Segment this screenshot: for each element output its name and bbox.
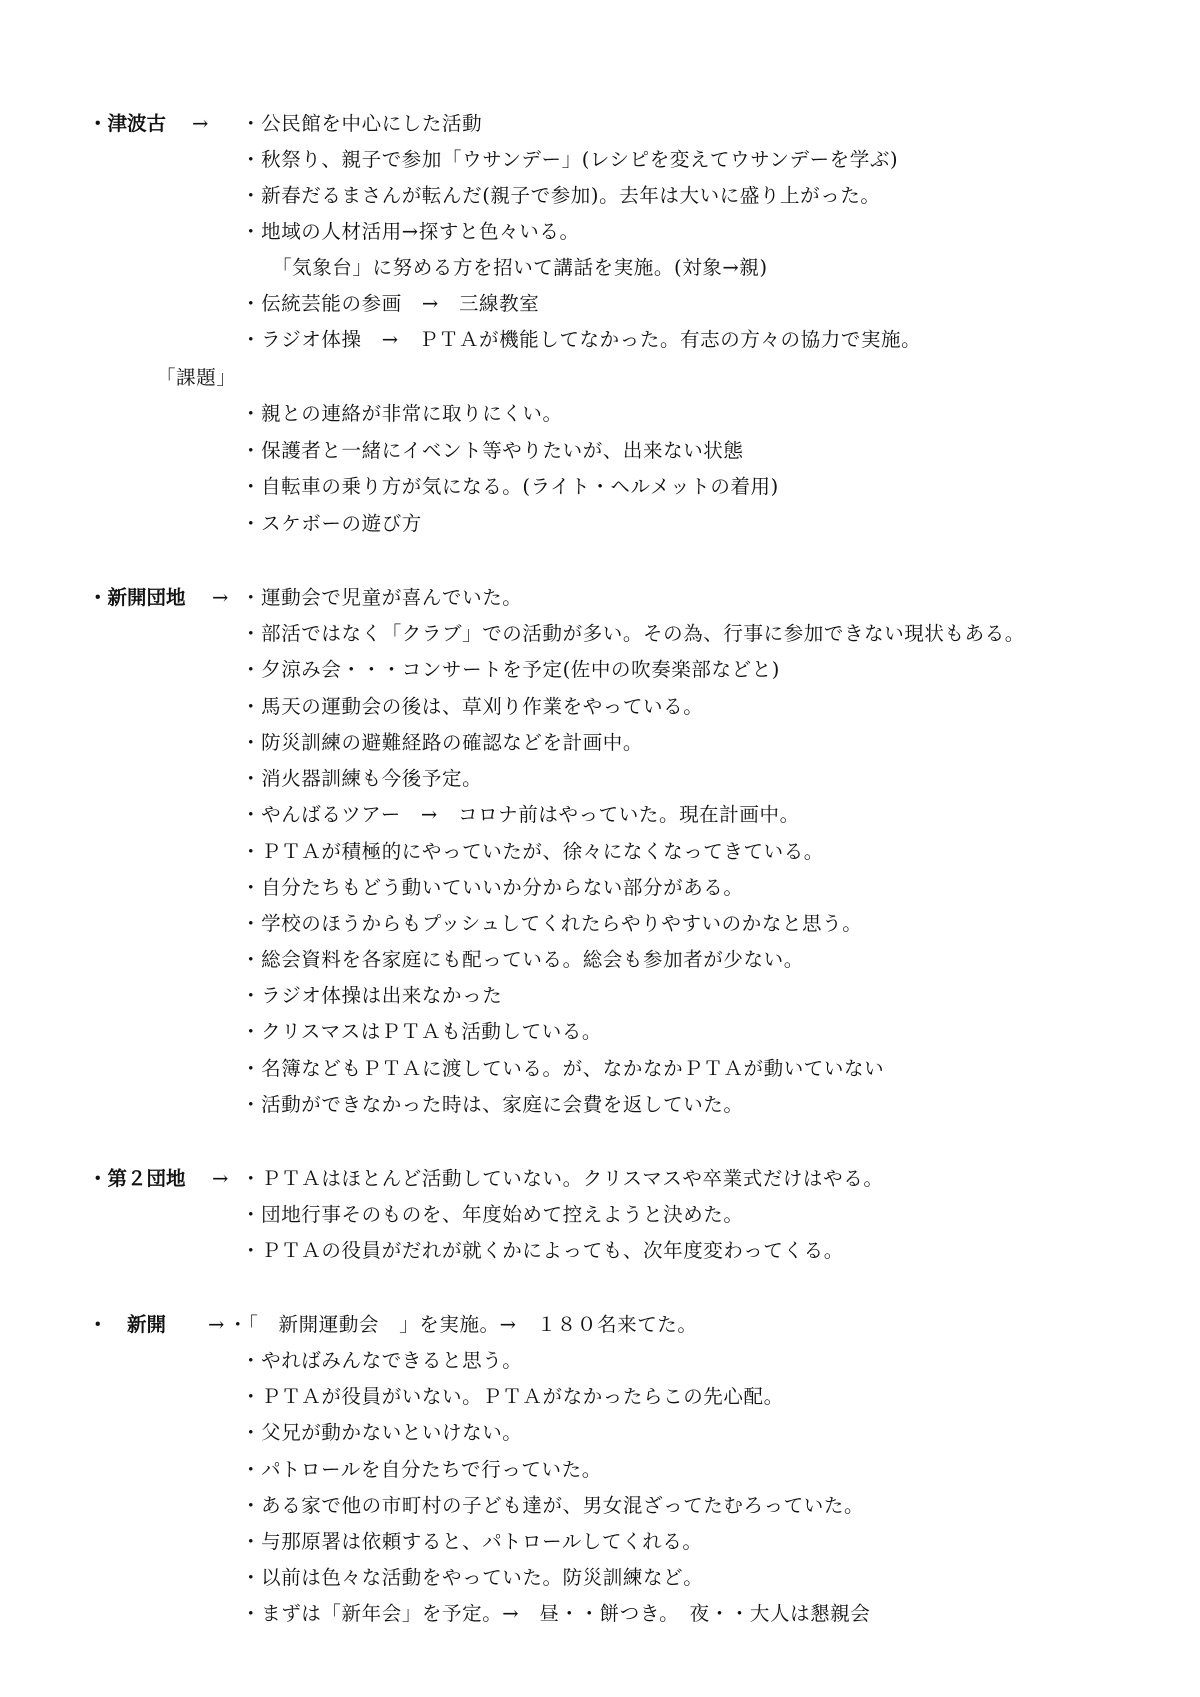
list-item: ・部活ではなく「クラブ」での活動が多い。その為、行事に参加できない現状もある。	[241, 622, 1025, 645]
list-item: ・やればみんなできると思う。	[241, 1349, 523, 1372]
list-item: ・自分たちもどう動いていいか分からない部分がある。	[241, 876, 744, 899]
list-item: ・伝統芸能の参画 → 三線教室	[241, 292, 540, 315]
list-item: ・ＰＴＡが積極的にやっていたが、徐々になくなってきている。	[241, 840, 824, 863]
list-item: ・ＰＴＡはほとんど活動していない。クリスマスや卒業式だけはやる。	[241, 1167, 884, 1190]
list-item: ・まずは「新年会」を予定。→ 昼・・餅つき。 夜・・大人は懇親会	[241, 1602, 871, 1625]
list-item: ・ＰＴＡの役員がだれが就くかによっても、次年度変わってくる。	[241, 1239, 844, 1262]
arrow-icon: →	[192, 112, 209, 135]
arrow-icon: →	[212, 586, 229, 609]
arrow-icon: →	[212, 1167, 229, 1190]
arrow-icon: →	[208, 1313, 225, 1336]
list-item: ・パトロールを自分たちで行っていた。	[241, 1458, 602, 1481]
list-item: ・以前は色々な活動をやっていた。防災訓練など。	[241, 1566, 704, 1589]
list-item: ・ラジオ体操 → ＰＴＡが機能してなかった。有志の方々の協力で実施。	[241, 328, 922, 351]
list-item: ・「 新開運動会 」を実施。→ １８０名来てた。	[228, 1313, 698, 1336]
list-item: ・新春だるまさんが転んだ(親子で参加)。去年は大いに盛り上がった。	[241, 184, 881, 207]
list-item: ・保護者と一緒にイベント等やりたいが、出来ない状態	[241, 439, 744, 462]
issues-subheading: 「課題」	[156, 366, 237, 389]
list-item: ・夕涼み会・・・コンサートを予定(佐中の吹奏楽部などと)	[241, 658, 781, 681]
section-heading: ・ 新開	[88, 1313, 167, 1336]
list-item: ・運動会で児童が喜んでいた。	[241, 586, 523, 609]
list-item: ・ＰＴＡが役員がいない。ＰＴＡがなかったらこの先心配。	[241, 1385, 784, 1408]
list-item: ・自転車の乗り方が気になる。(ライト・ヘルメットの着用)	[241, 475, 779, 498]
list-item: ・活動ができなかった時は、家庭に会費を返していた。	[241, 1093, 744, 1116]
section-heading: ・第２団地	[88, 1167, 186, 1190]
list-item: ・消火器訓練も今後予定。	[241, 767, 483, 790]
list-item: ・名簿などもＰＴＡに渡している。が、なかなかＰＴＡが動いていない	[241, 1057, 885, 1080]
list-item: ・与那原署は依頼すると、パトロールしてくれる。	[241, 1530, 703, 1553]
list-item: ・公民館を中心にした活動	[241, 112, 483, 135]
list-item: ・団地行事そのものを、年度始めて控えようと決めた。	[241, 1203, 744, 1226]
list-item: ・防災訓練の避難経路の確認などを計画中。	[241, 731, 644, 754]
list-item: ・父兄が動かないといけない。	[241, 1421, 523, 1444]
list-item: ・やんばるツアー → コロナ前はやっていた。現在計画中。	[241, 803, 800, 826]
list-item: ・スケボーの遊び方	[241, 512, 422, 535]
list-item: ・秋祭り、親子で参加「ウサンデー」(レシピを変えてウサンデーを学ぶ)	[241, 148, 899, 171]
list-item: ・親との連絡が非常に取りにくい。	[241, 402, 563, 425]
list-item: ・ある家で他の市町村の子ども達が、男女混ざってたむろっていた。	[241, 1494, 865, 1517]
section-heading: ・津波古	[88, 112, 167, 135]
list-item: ・総会資料を各家庭にも配っている。総会も参加者が少ない。	[241, 948, 804, 971]
section-heading: ・新開団地	[88, 586, 186, 609]
list-item: ・馬天の運動会の後は、草刈り作業をやっている。	[241, 695, 704, 718]
list-item: ・地域の人材活用→探すと色々いる。	[241, 220, 580, 243]
list-item: ・クリスマスはＰＴＡも活動している。	[241, 1020, 603, 1043]
list-item: ・学校のほうからもプッシュしてくれたらやりやすいのかなと思う。	[241, 912, 863, 935]
list-item: 「気象台」に努める方を招いて講話を実施。(対象→親)	[272, 256, 768, 279]
list-item: ・ラジオ体操は出来なかった	[241, 984, 503, 1007]
